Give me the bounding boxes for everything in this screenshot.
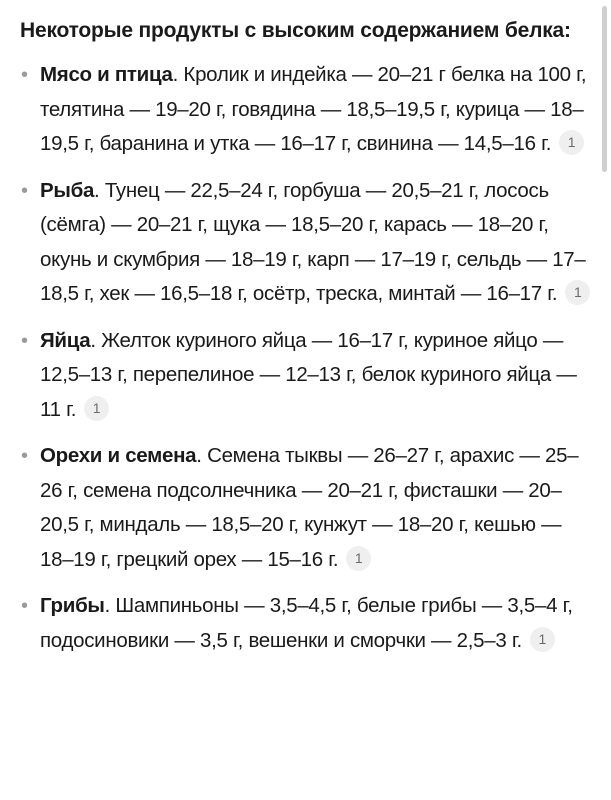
list-item-title: Орехи и семена bbox=[40, 444, 197, 467]
scrollbar[interactable] bbox=[602, 0, 608, 800]
list-item-mushrooms bbox=[20, 589, 592, 658]
citation-badge[interactable]: 1 bbox=[346, 546, 371, 571]
scrollbar-thumb[interactable] bbox=[602, 6, 607, 172]
list-item-title: Мясо и птица bbox=[40, 63, 173, 86]
list-item-eggs bbox=[20, 324, 592, 428]
list-item-title: Яйца bbox=[40, 328, 91, 352]
list-item-fish bbox=[20, 174, 592, 312]
list-item-text: . Тунец — 22,5–24 г, горбуша — 20,5–21 г, лосось (сёмга) — 20–21 г, щука — 18,5–20 г, карась — 18–20 г, окунь и скумбрия — 18–19 г, карп — 17–19 г, сельдь — 17–18,5 г, хек — 16,5–18 г, осётр, треска, минтай — 16–17 г. bbox=[40, 178, 586, 305]
list-item-text: . Семена тыквы — 26–27 г, арахис — 25–26 г, семена подсолнечника — 20–21 г, фисташки — 20–20,5 г, миндаль — 18,5–20 г, кунжут — 18–20 г, кешью — 18–19 г, грецкий орех — 15–16 г. bbox=[40, 444, 579, 571]
bullet-icon: • bbox=[21, 64, 28, 86]
protein-products-list bbox=[20, 58, 592, 658]
answer-heading: Некоторые продукты с высоким содержанием белка: bbox=[20, 19, 571, 42]
citation-badge[interactable]: 1 bbox=[565, 280, 590, 305]
list-item-text: . Желток куриного яйца — 16–17 г, куриное яйцо — 12,5–13 г, перепелиное — 12–13 г, белок куриного яйца — 11 г. bbox=[40, 328, 577, 421]
bullet-icon: • bbox=[21, 179, 28, 202]
list-item-nuts-seeds bbox=[20, 439, 592, 577]
citation-badge[interactable]: 1 bbox=[559, 130, 584, 155]
answer-content bbox=[20, 14, 592, 670]
citation-badge[interactable]: 1 bbox=[84, 396, 109, 421]
list-item-title: Грибы bbox=[40, 594, 105, 617]
list-item-text: . Шампиньоны — 3,5–4,5 г, белые грибы — 3,5–4 г, подосиновики — 3,5 г, вешенки и сморчки — 2,5–3 г. bbox=[40, 594, 573, 652]
list-item-meat-poultry bbox=[20, 58, 592, 162]
bullet-icon: • bbox=[21, 595, 28, 617]
bullet-icon: • bbox=[21, 445, 28, 467]
citation-badge[interactable]: 1 bbox=[530, 627, 555, 652]
list-item-title: Рыба bbox=[40, 178, 95, 202]
list-item-text: . Кролик и индейка — 20–21 г белка на 100 г, телятина — 19–20 г, говядина — 18,5–19,5 г, курица — 18–19,5 г, баранина и утка — 16–17 г, свинина — 14,5–16 г. bbox=[40, 63, 587, 155]
bullet-icon: • bbox=[21, 329, 28, 352]
